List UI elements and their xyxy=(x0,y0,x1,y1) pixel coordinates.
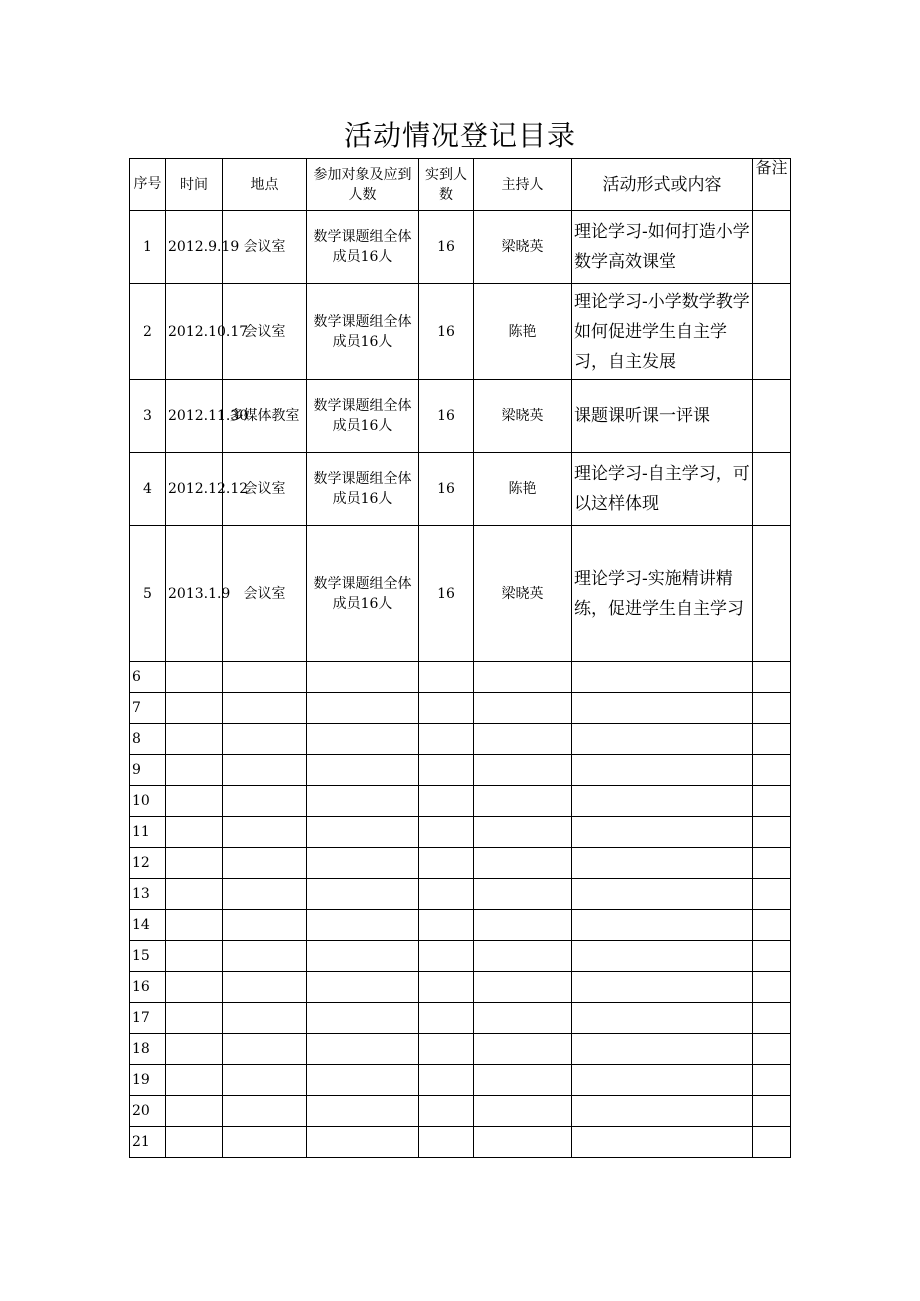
empty-cell xyxy=(474,972,572,1003)
empty-cell xyxy=(474,1127,572,1158)
empty-cell xyxy=(753,1127,791,1158)
empty-cell xyxy=(166,879,223,910)
empty-rows xyxy=(130,662,791,1158)
row-place: 会议室 xyxy=(223,453,307,526)
empty-cell xyxy=(572,817,753,848)
activity-log-table xyxy=(129,158,791,1158)
empty-cell xyxy=(474,662,572,693)
empty-cell xyxy=(572,910,753,941)
row-no: 4 xyxy=(130,453,166,526)
row-no: 8 xyxy=(130,724,166,755)
row-actual: 16 xyxy=(419,526,474,662)
empty-cell xyxy=(572,941,753,972)
row-no: 10 xyxy=(130,786,166,817)
empty-cell xyxy=(166,972,223,1003)
row-actual: 16 xyxy=(419,380,474,453)
row-note xyxy=(753,380,791,453)
empty-cell xyxy=(419,1065,474,1096)
row-date: 2012.11.30 xyxy=(166,380,223,453)
empty-table-row xyxy=(130,1096,791,1127)
empty-cell xyxy=(419,1034,474,1065)
header-time: 时间 xyxy=(166,159,223,211)
row-no: 17 xyxy=(130,1003,166,1034)
row-content: 课题课听课一评课 xyxy=(572,380,753,453)
row-no: 14 xyxy=(130,910,166,941)
empty-cell xyxy=(223,724,307,755)
empty-cell xyxy=(307,848,419,879)
table-row xyxy=(130,284,791,380)
table-row xyxy=(130,526,791,662)
empty-cell xyxy=(753,1003,791,1034)
empty-cell xyxy=(753,786,791,817)
empty-table-row xyxy=(130,848,791,879)
row-no: 7 xyxy=(130,693,166,724)
empty-cell xyxy=(307,662,419,693)
row-content: 理论学习-如何打造小学数学高效课堂 xyxy=(572,211,753,284)
empty-cell xyxy=(753,1096,791,1127)
empty-cell xyxy=(307,910,419,941)
row-target: 数学课题组全体成员16人 xyxy=(307,284,419,380)
empty-cell xyxy=(419,1096,474,1127)
empty-table-row xyxy=(130,1003,791,1034)
row-date: 2012.10.17 xyxy=(166,284,223,380)
header-host: 主持人 xyxy=(474,159,572,211)
empty-table-row xyxy=(130,693,791,724)
row-place: 会议室 xyxy=(223,284,307,380)
empty-cell xyxy=(223,1003,307,1034)
empty-cell xyxy=(753,941,791,972)
empty-cell xyxy=(223,755,307,786)
empty-cell xyxy=(419,755,474,786)
empty-cell xyxy=(419,817,474,848)
empty-cell xyxy=(474,817,572,848)
empty-cell xyxy=(572,662,753,693)
row-no: 1 xyxy=(130,211,166,284)
empty-cell xyxy=(572,1127,753,1158)
empty-cell xyxy=(419,662,474,693)
header-seq: 序号 xyxy=(130,159,166,211)
empty-cell xyxy=(223,693,307,724)
empty-cell xyxy=(419,879,474,910)
empty-cell xyxy=(474,879,572,910)
row-date: 2013.1.9 xyxy=(166,526,223,662)
empty-cell xyxy=(166,817,223,848)
empty-cell xyxy=(753,848,791,879)
row-host: 梁晓英 xyxy=(474,211,572,284)
table-row xyxy=(130,453,791,526)
empty-cell xyxy=(474,755,572,786)
empty-cell xyxy=(307,1096,419,1127)
header-row xyxy=(130,159,791,211)
empty-cell xyxy=(166,1003,223,1034)
empty-table-row xyxy=(130,972,791,1003)
empty-cell xyxy=(307,755,419,786)
row-no: 5 xyxy=(130,526,166,662)
empty-cell xyxy=(307,786,419,817)
empty-cell xyxy=(307,972,419,1003)
row-no: 11 xyxy=(130,817,166,848)
empty-cell xyxy=(474,1003,572,1034)
empty-table-row xyxy=(130,910,791,941)
empty-cell xyxy=(572,1096,753,1127)
header-content: 活动形式或内容 xyxy=(572,159,753,211)
empty-table-row xyxy=(130,724,791,755)
row-no: 3 xyxy=(130,380,166,453)
empty-cell xyxy=(307,941,419,972)
empty-cell xyxy=(753,755,791,786)
row-no: 20 xyxy=(130,1096,166,1127)
row-date: 2012.9.19 xyxy=(166,211,223,284)
empty-table-row xyxy=(130,786,791,817)
row-no: 16 xyxy=(130,972,166,1003)
empty-cell xyxy=(474,786,572,817)
header-place: 地点 xyxy=(223,159,307,211)
empty-table-row xyxy=(130,1034,791,1065)
empty-cell xyxy=(223,1096,307,1127)
empty-cell xyxy=(474,724,572,755)
row-host: 梁晓英 xyxy=(474,380,572,453)
row-no: 19 xyxy=(130,1065,166,1096)
empty-cell xyxy=(474,848,572,879)
empty-cell xyxy=(419,1003,474,1034)
row-place: 会议室 xyxy=(223,526,307,662)
empty-cell xyxy=(307,817,419,848)
page-title: 活动情况登记目录 xyxy=(343,119,576,152)
empty-table-row xyxy=(130,662,791,693)
empty-table-row xyxy=(130,817,791,848)
empty-cell xyxy=(223,1065,307,1096)
empty-cell xyxy=(223,817,307,848)
row-content: 理论学习-自主学习，可以这样体现 xyxy=(572,453,753,526)
row-no: 6 xyxy=(130,662,166,693)
empty-cell xyxy=(572,724,753,755)
empty-cell xyxy=(307,693,419,724)
empty-cell xyxy=(166,1096,223,1127)
empty-table-row xyxy=(130,1065,791,1096)
empty-cell xyxy=(166,662,223,693)
empty-cell xyxy=(223,1127,307,1158)
row-no: 18 xyxy=(130,1034,166,1065)
empty-cell xyxy=(753,693,791,724)
empty-cell xyxy=(753,724,791,755)
empty-cell xyxy=(307,1034,419,1065)
empty-cell xyxy=(753,1034,791,1065)
row-target: 数学课题组全体成员16人 xyxy=(307,526,419,662)
empty-cell xyxy=(572,786,753,817)
row-place: 多媒体教室 xyxy=(223,380,307,453)
empty-cell xyxy=(419,1127,474,1158)
empty-cell xyxy=(753,662,791,693)
empty-cell xyxy=(419,786,474,817)
empty-cell xyxy=(753,879,791,910)
table-row xyxy=(130,380,791,453)
empty-cell xyxy=(474,693,572,724)
empty-cell xyxy=(419,693,474,724)
row-no: 15 xyxy=(130,941,166,972)
empty-cell xyxy=(166,755,223,786)
empty-cell xyxy=(223,972,307,1003)
row-host: 陈艳 xyxy=(474,453,572,526)
header-note: 备注 xyxy=(753,159,791,211)
empty-cell xyxy=(753,817,791,848)
empty-cell xyxy=(572,1003,753,1034)
row-note xyxy=(753,526,791,662)
row-content: 理论学习-实施精讲精练，促进学生自主学习 xyxy=(572,526,753,662)
empty-cell xyxy=(419,848,474,879)
row-no: 21 xyxy=(130,1127,166,1158)
empty-cell xyxy=(572,755,753,786)
empty-cell xyxy=(307,1003,419,1034)
empty-cell xyxy=(753,972,791,1003)
empty-table-row xyxy=(130,1127,791,1158)
row-target: 数学课题组全体成员16人 xyxy=(307,380,419,453)
empty-cell xyxy=(572,1034,753,1065)
empty-cell xyxy=(419,972,474,1003)
row-actual: 16 xyxy=(419,453,474,526)
empty-cell xyxy=(166,786,223,817)
row-no: 9 xyxy=(130,755,166,786)
empty-cell xyxy=(166,1127,223,1158)
empty-cell xyxy=(166,693,223,724)
empty-cell xyxy=(572,972,753,1003)
header-target: 参加对象及应到人数 xyxy=(307,159,419,211)
empty-cell xyxy=(572,879,753,910)
row-target: 数学课题组全体成员16人 xyxy=(307,453,419,526)
empty-cell xyxy=(419,941,474,972)
empty-cell xyxy=(166,848,223,879)
empty-cell xyxy=(474,1096,572,1127)
empty-cell xyxy=(166,910,223,941)
row-note xyxy=(753,453,791,526)
row-note xyxy=(753,211,791,284)
empty-table-row xyxy=(130,941,791,972)
empty-cell xyxy=(572,848,753,879)
empty-cell xyxy=(753,910,791,941)
empty-cell xyxy=(474,1034,572,1065)
empty-cell xyxy=(753,1065,791,1096)
empty-cell xyxy=(307,724,419,755)
empty-cell xyxy=(223,941,307,972)
empty-cell xyxy=(419,724,474,755)
empty-cell xyxy=(572,1065,753,1096)
empty-cell xyxy=(166,1034,223,1065)
row-actual: 16 xyxy=(419,284,474,380)
row-actual: 16 xyxy=(419,211,474,284)
empty-cell xyxy=(474,941,572,972)
header-actual: 实到人数 xyxy=(419,159,474,211)
row-note xyxy=(753,284,791,380)
row-no: 2 xyxy=(130,284,166,380)
empty-cell xyxy=(166,724,223,755)
empty-cell xyxy=(223,1034,307,1065)
empty-cell xyxy=(474,910,572,941)
row-place: 会议室 xyxy=(223,211,307,284)
empty-cell xyxy=(223,879,307,910)
empty-cell xyxy=(223,786,307,817)
row-host: 陈艳 xyxy=(474,284,572,380)
row-host: 梁晓英 xyxy=(474,526,572,662)
row-target: 数学课题组全体成员16人 xyxy=(307,211,419,284)
empty-cell xyxy=(474,1065,572,1096)
empty-cell xyxy=(419,910,474,941)
empty-cell xyxy=(166,1065,223,1096)
empty-cell xyxy=(307,879,419,910)
empty-cell xyxy=(572,693,753,724)
row-no: 12 xyxy=(130,848,166,879)
empty-cell xyxy=(223,662,307,693)
table-row xyxy=(130,211,791,284)
empty-table-row xyxy=(130,879,791,910)
empty-cell xyxy=(166,941,223,972)
empty-cell xyxy=(223,848,307,879)
empty-cell xyxy=(307,1127,419,1158)
row-date: 2012.12.12 xyxy=(166,453,223,526)
empty-cell xyxy=(223,910,307,941)
empty-table-row xyxy=(130,755,791,786)
row-content: 理论学习-小学数学教学如何促进学生自主学习，自主发展 xyxy=(572,284,753,380)
row-no: 13 xyxy=(130,879,166,910)
empty-cell xyxy=(307,1065,419,1096)
